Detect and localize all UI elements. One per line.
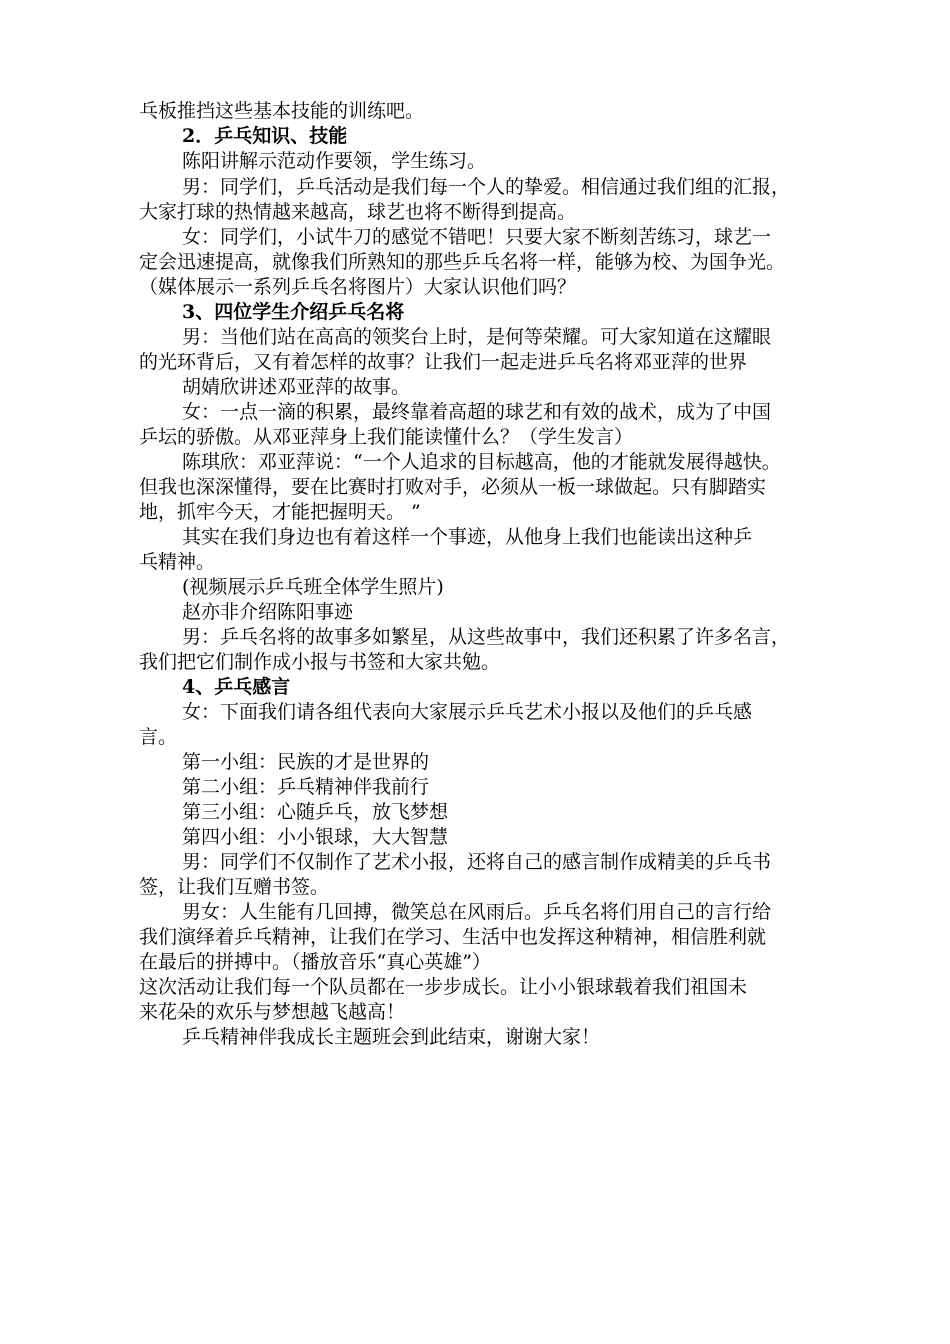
paragraph-line: 签，让我们互赠书签。: [139, 876, 330, 898]
group-item: 第二小组：乒乓精神伴我前行: [182, 776, 430, 798]
paragraph-line: 陈阳讲解示范动作要领，学生练习。: [182, 150, 487, 172]
paragraph-line: 乒坛的骄傲。从邓亚萍身上我们能读懂什么？（学生发言）: [139, 426, 634, 448]
paragraph-line: 男女：人生能有几回搏，微笑总在风雨后。乒乓名将们用自己的言行给: [182, 901, 772, 923]
paragraph-line: 男：当他们站在高高的领奖台上时，是何等荣耀。可大家知道在这耀眼: [182, 326, 772, 348]
paragraph-line: 我们把它们制作成小报与书签和大家共勉。: [139, 651, 501, 673]
paragraph-line: 胡婧欣讲述邓亚萍的故事。: [182, 376, 411, 398]
paragraph-line: 其实在我们身边也有着这样一个事迹，从他身上我们也能读出这种乒: [182, 526, 753, 548]
group-item: 第三小组：心随乒乓，放飞梦想: [182, 801, 449, 823]
paragraph-line: 地，抓牢今天，才能把握明天。 ”: [139, 501, 421, 523]
paragraph-line: 的光环背后，又有着怎样的故事？让我们一起走进乒乓名将邓亚萍的世界: [139, 351, 748, 373]
group-item: 第四小组：小小银球，大大智慧: [182, 826, 449, 848]
paragraph-line: 大家打球的热情越来越高，球艺也将不断得到提高。: [139, 201, 577, 223]
section-heading: 3、四位学生介绍乒乓名将: [182, 301, 405, 323]
group-item: 第一小组：民族的才是世界的: [182, 751, 430, 773]
paragraph-line: 乓精神。: [139, 551, 216, 573]
paragraph-line: 男：同学们不仅制作了艺术小报，还将自己的感言制作成精美的乒乓书: [182, 851, 772, 873]
paragraph-line: 女：同学们，小试牛刀的感觉不错吧！只要大家不断刻苦练习，球艺一: [182, 226, 772, 248]
paragraph-line: 我们演绎着乒乓精神，让我们在学习、生活中也发挥这种精神，相信胜利就: [139, 926, 767, 948]
paragraph-line: 乓板推挡这些基本技能的训练吧。: [139, 100, 425, 122]
paragraph-line: 女：下面我们请各组代表向大家展示乒乓艺术小报以及他们的乒乓感: [182, 701, 753, 723]
paragraph-line: 但我也深深懂得，要在比赛时打败对手，必须从一板一球做起。只有脚踏实: [139, 476, 767, 498]
paragraph-line: 赵亦非介绍陈阳事迹: [182, 601, 354, 623]
section-heading: 2．乒乓知识、技能: [182, 125, 348, 147]
paragraph-line: 这次活动让我们每一个队员都在一步步成长。让小小银球载着我们祖国未: [139, 976, 748, 998]
paragraph-line: 言。: [139, 726, 178, 748]
paragraph-line: 陈琪欣：邓亚萍说：“一个人追求的目标越高，他的才能就发展得越快。: [182, 451, 781, 473]
paragraph-line: (视频展示乒乓班全体学生照片): [182, 576, 444, 598]
paragraph-line: 男：乒乓名将的故事多如繁星，从这些故事中，我们还积累了许多名言，: [182, 626, 791, 648]
closing-line: 乒乓精神伴我成长主题班会到此结束，谢谢大家！: [182, 1026, 601, 1048]
paragraph-line: 男：同学们，乒乓活动是我们每一个人的挚爱。相信通过我们组的汇报，: [182, 176, 791, 198]
paragraph-line: 女：一点一滴的积累，最终靠着高超的球艺和有效的战术，成为了中国: [182, 401, 772, 423]
paragraph-line: 在最后的拼搏中。（播放音乐“真心英雄”）: [139, 951, 491, 973]
paragraph-line: 定会迅速提高，就像我们所熟知的那些乒乓名将一样，能够为校、为国争光。: [139, 251, 786, 273]
paragraph-line: （媒体展示一系列乒乓名将图片）大家认识他们吗？: [139, 276, 577, 298]
section-heading: 4、乒乓感言: [182, 676, 291, 698]
paragraph-line: 来花朵的欢乐与梦想越飞越高！: [139, 1001, 406, 1023]
